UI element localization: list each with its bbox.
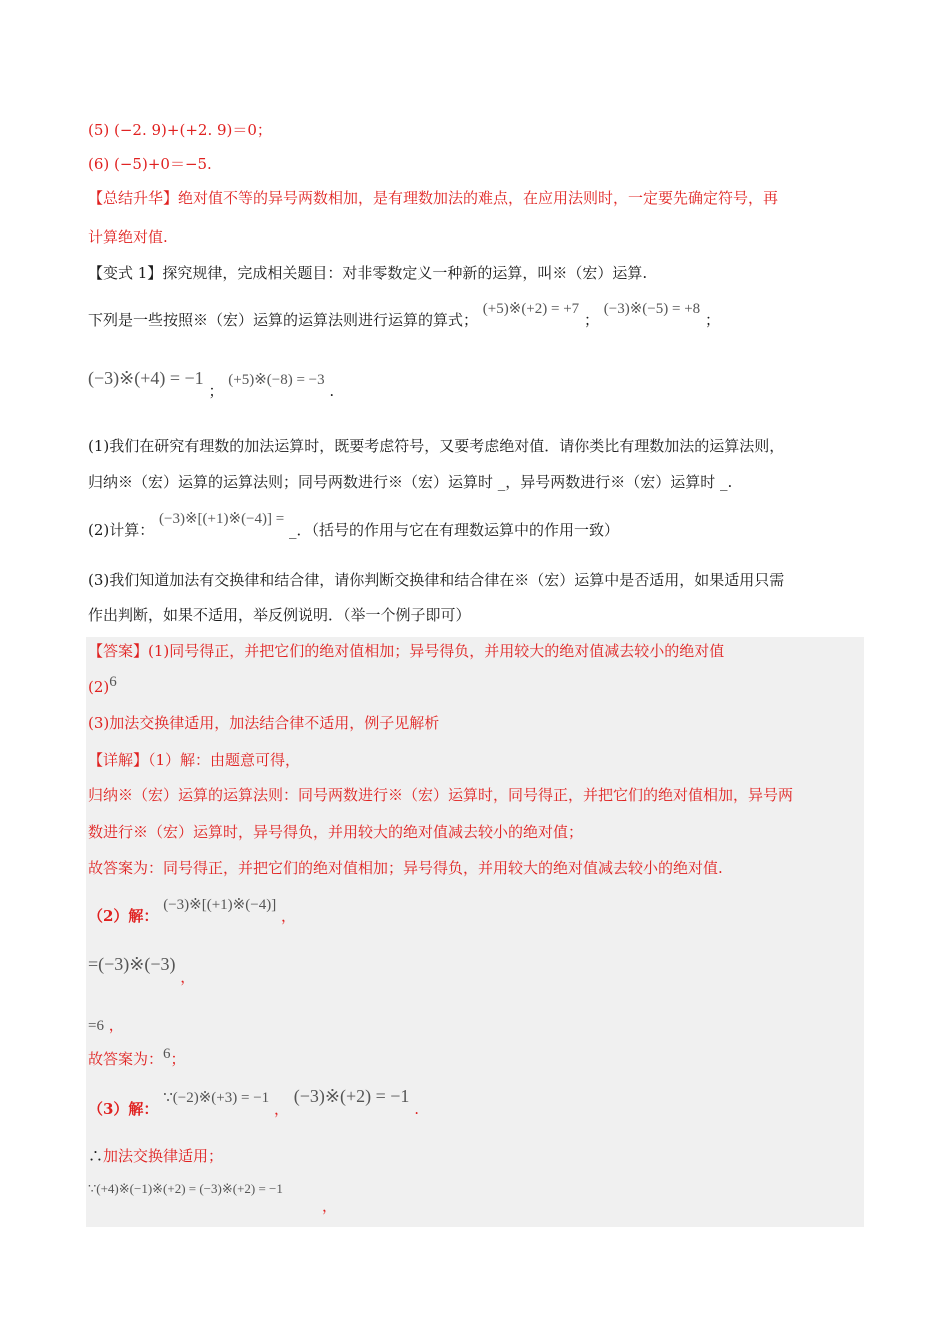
solution-1-line2: 数进行※（宏）运算时，异号得负，并用较大的绝对值减去较小的绝对值； — [88, 823, 584, 841]
question-1-line1: (1)我们在研究有理数的加法运算时，既要考虑符号，又要考虑绝对值．请你类比有理数加法的运算法则， — [88, 437, 785, 455]
summary-text: 绝对值不等的异号两数相加，是有理数加法的难点，在应用法则时，一定要先确定符号，再 — [178, 189, 779, 207]
solution-2-conclusion-value: 6 — [163, 1046, 171, 1062]
solution-3-formula3: ∵(+4)※(−1)※(+2) = (−3)※(+2) = −1 — [88, 1181, 283, 1196]
formula-3: (−3)※(+4) = −1 — [88, 368, 204, 388]
summary-tag: 【总结升华】 — [88, 189, 179, 207]
comma: ， — [108, 1016, 124, 1034]
solution-1-intro: （1）解：由题意可得， — [148, 751, 301, 769]
solution-1-conclusion: 故答案为：同号得正，并把它们的绝对值相加；异号得负，并用较大的绝对值减去较小的绝对值. — [88, 859, 723, 877]
formulas-lead: 下列是一些按照※（宏）运算的运算法则进行运算的算式； — [88, 311, 479, 329]
variant-intro — [88, 263, 647, 283]
solution-2-formula2: =(−3)※(−3) — [88, 954, 176, 974]
solution-3-step1 — [88, 1086, 419, 1120]
separator: ； — [704, 311, 720, 329]
answer-tag: 【答案】 — [88, 642, 149, 660]
example-item-6: (6) (−5)+0＝−5. — [88, 155, 212, 173]
question-2-formula: (−3)※[(+1)※(−4)] = — [159, 511, 285, 527]
answer-line-1 — [88, 641, 724, 661]
comma: ， — [273, 1100, 289, 1118]
variant-intro-text: 探究规律，完成相关题目：对非零数定义一种新的运算，叫※（宏）运算. — [162, 264, 648, 282]
solution-1-line1: 归纳※（宏）运算的运算法则：同号两数进行※（宏）运算时，同号得正，并把它们的绝对值相加，异号两 — [88, 786, 794, 804]
solution-2-conclusion — [88, 1046, 186, 1070]
question-1-line2: 归纳※（宏）运算的运算法则；同号两数进行※（宏）运算时 _，异号两数进行※（宏）运算时 _. — [88, 473, 733, 491]
question-3-line2: 作出判断，如果不适用，举反例说明．（举一个例子即可） — [88, 606, 471, 624]
question-2 — [88, 511, 620, 541]
semicolon: ； — [170, 1050, 186, 1068]
solution-3-comma: ， — [322, 1197, 338, 1215]
solution-2-conclusion-label: 故答案为： — [88, 1050, 164, 1068]
answer-1: (1)同号得正，并把它们的绝对值相加；异号得负，并用较大的绝对值减去较小的绝对值 — [148, 642, 725, 660]
solution-2-step1 — [88, 897, 296, 927]
solution-2-step3 — [88, 1015, 124, 1036]
answer-2-value: 6 — [109, 674, 117, 690]
therefore-symbol: ∴ — [88, 1147, 104, 1165]
formula-2: (−3)※(−5) = +8 — [603, 301, 701, 317]
separator: ； — [208, 382, 224, 400]
summary-paragraph-line2: 计算绝对值. — [88, 228, 168, 246]
solution-3-formula2: (−3)※(+2) = −1 — [293, 1086, 410, 1106]
comma: ， — [180, 968, 196, 986]
variant-formulas-line2 — [88, 368, 335, 402]
solution-2-label: （2）解： — [88, 907, 159, 925]
period: . — [414, 1100, 419, 1118]
variant-formulas-line1 — [88, 301, 720, 331]
answer-line-3: (3)加法交换律适用，加法结合律不适用，例子见解析 — [88, 714, 440, 732]
solution-3-formula1: ∵(−2)※(+3) = −1 — [163, 1090, 270, 1106]
solution-2-formula3: =6 — [88, 1018, 104, 1034]
summary-paragraph-line1 — [88, 188, 778, 208]
solution-2-step2 — [88, 954, 196, 987]
example-item-5: (5) (−2. 9)+(+2. 9)＝0； — [88, 121, 272, 139]
solution-3-step2 — [88, 1178, 283, 1199]
formula-4: (+5)※(−8) = −3 — [228, 372, 325, 388]
solution-2-formula1: (−3)※[(+1)※(−4)] — [163, 897, 277, 913]
separator: ； — [583, 311, 599, 329]
therefore-text: 加法交换律适用； — [103, 1147, 224, 1165]
answer-2-label: (2) — [88, 678, 110, 696]
solution-intro — [88, 750, 300, 770]
solution-3-therefore — [88, 1146, 223, 1166]
question-3-line1: (3)我们知道加法有交换律和结合律，请你判断交换律和结合律在※（宏）运算中是否适用，如果适用只需 — [88, 571, 785, 589]
comma: ， — [280, 907, 296, 925]
solution-3-label: （3）解： — [88, 1100, 159, 1118]
answer-line-2 — [88, 674, 117, 698]
question-2-tail: _．（括号的作用与它在有理数运算中的作用一致） — [289, 521, 620, 539]
separator: . — [329, 382, 335, 400]
question-2-label: (2)计算： — [88, 521, 155, 539]
solution-tag: 【详解】 — [88, 751, 149, 769]
formula-1: (+5)※(+2) = +7 — [482, 301, 580, 317]
variant-tag: 【变式 1】 — [88, 264, 163, 282]
